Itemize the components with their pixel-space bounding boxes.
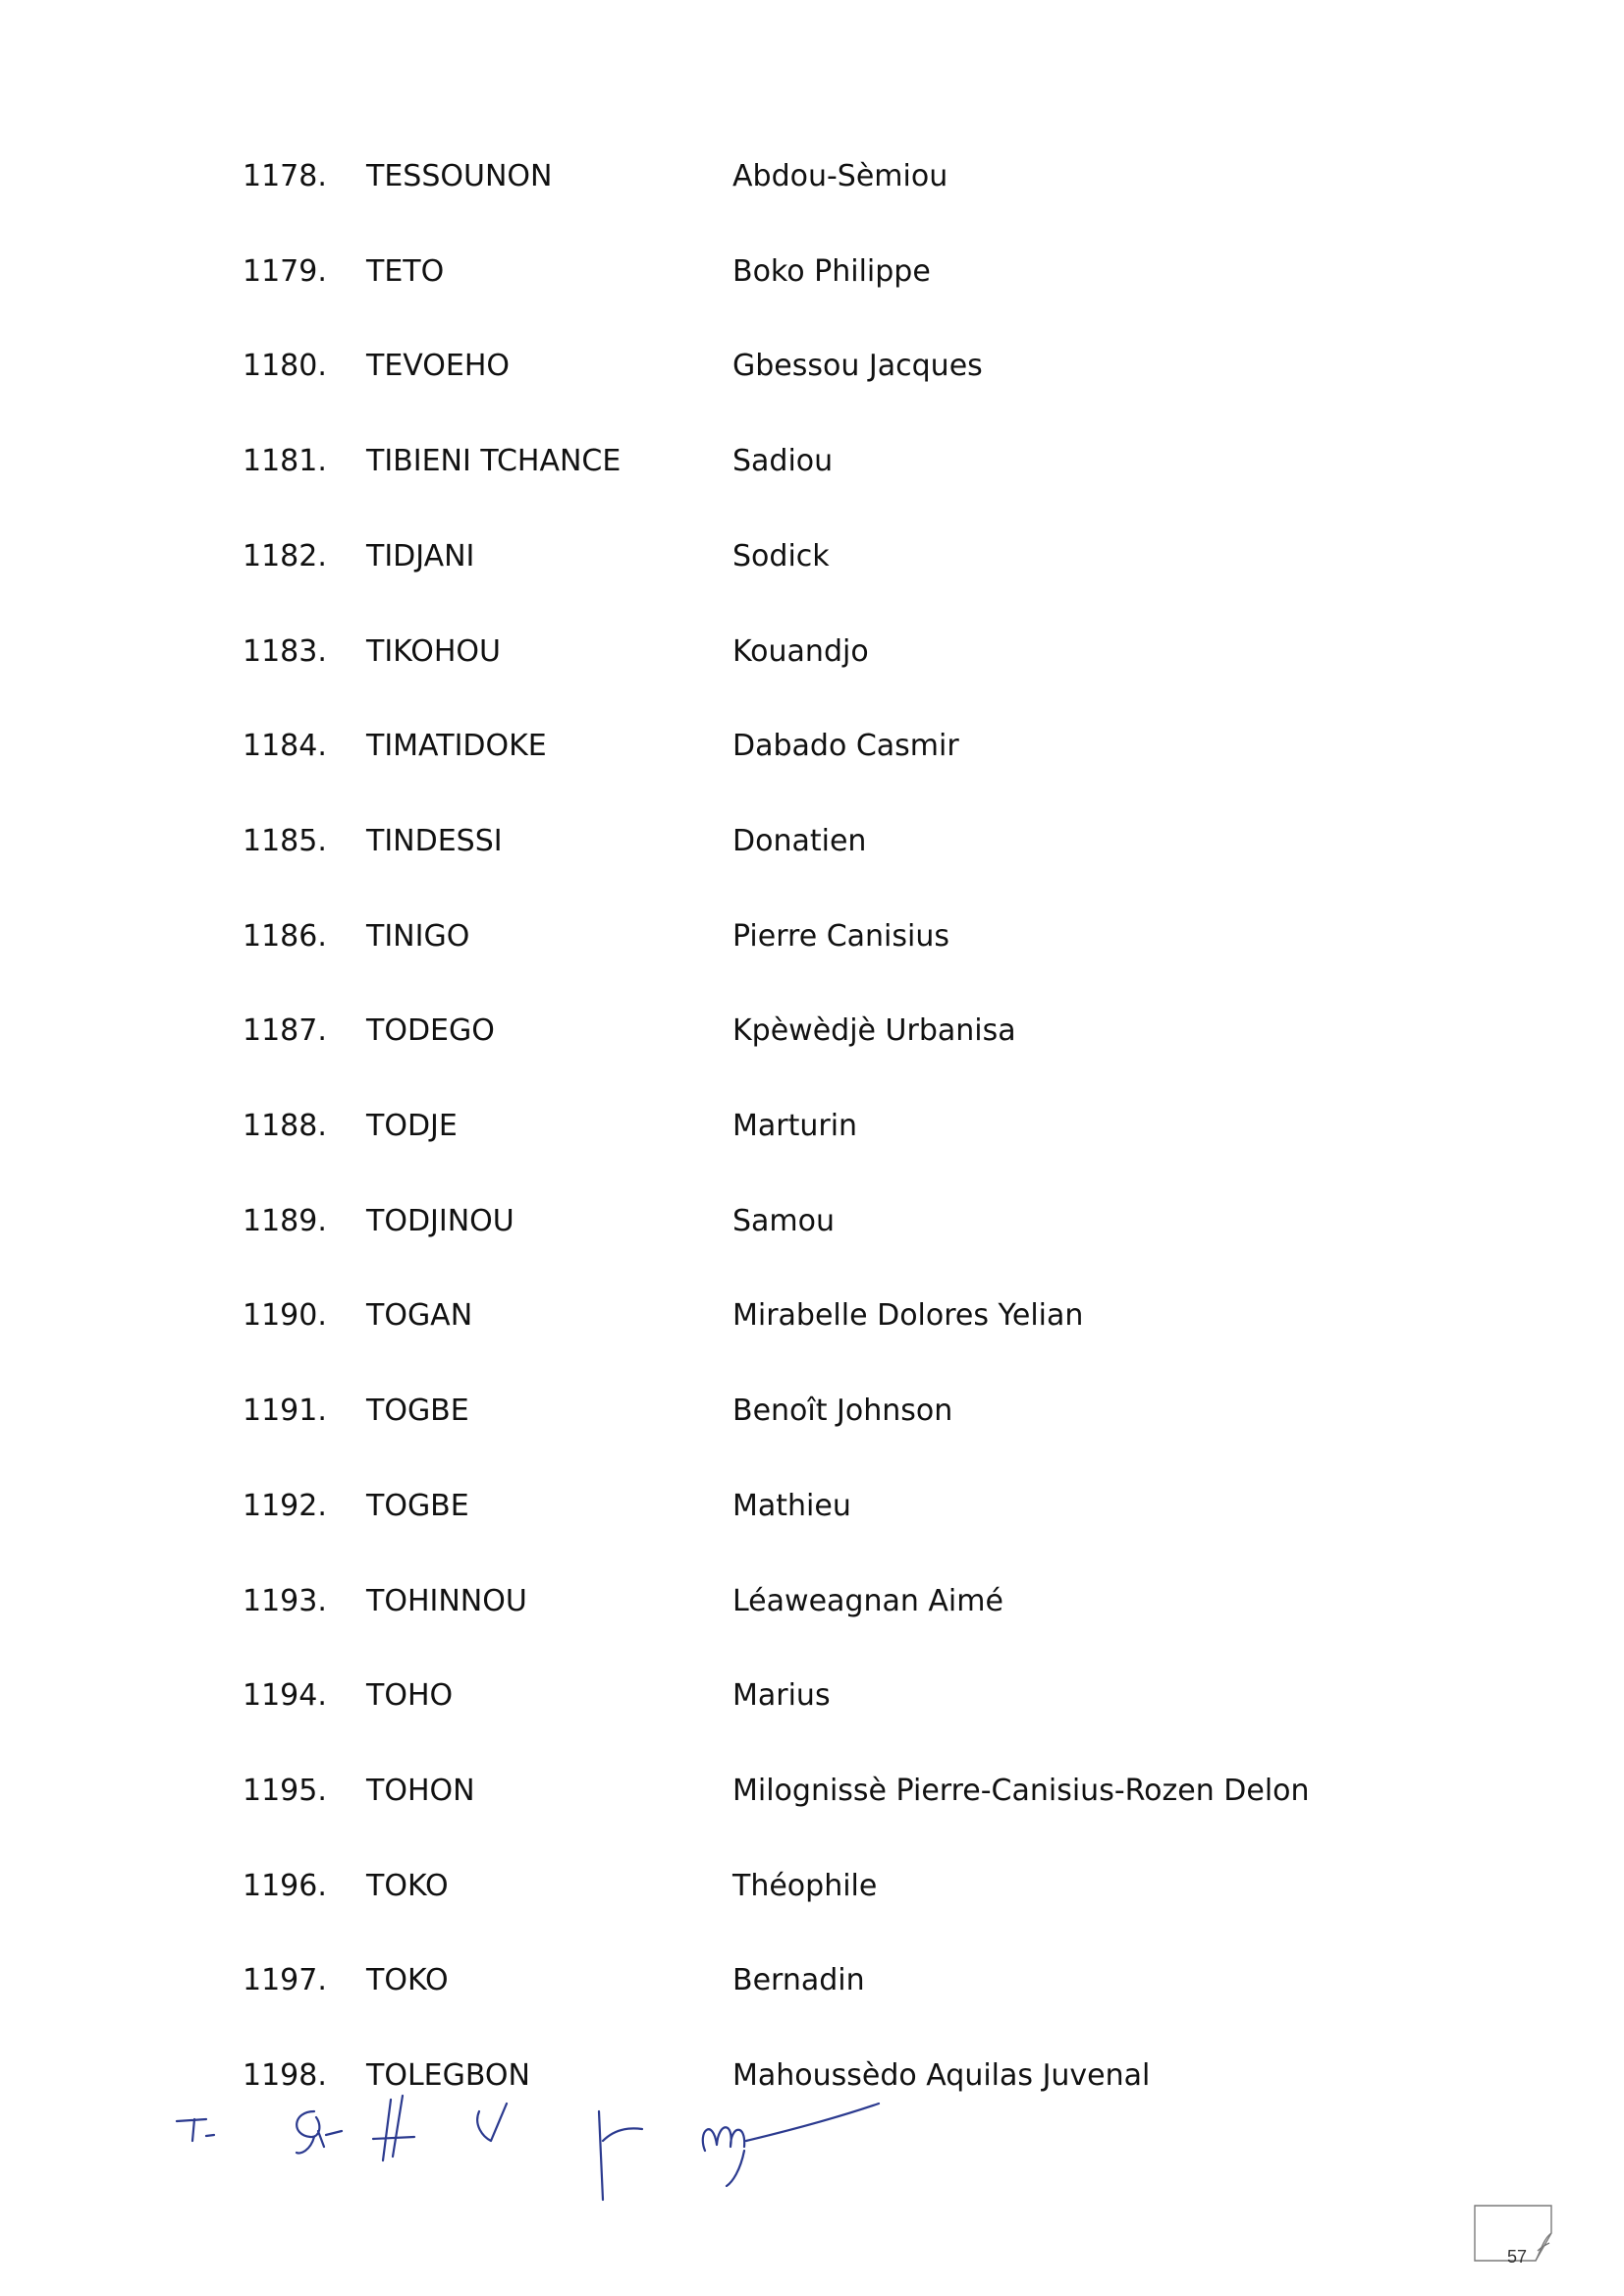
entry-surname: TESSOUNON	[366, 159, 553, 193]
entry-given-names: Dabado Casmir	[732, 729, 959, 763]
initial-mark-1	[177, 2119, 214, 2141]
entry-number: 1196.	[243, 1869, 327, 1903]
entry-surname: TODEGO	[366, 1013, 495, 1048]
list-item	[0, 1487, 1624, 1526]
entry-given-names: Sodick	[732, 539, 830, 574]
entry-surname: TOKO	[366, 1869, 449, 1903]
entry-number: 1191.	[243, 1394, 327, 1428]
entry-surname: TETO	[366, 254, 445, 289]
list-item	[0, 1011, 1624, 1051]
entry-surname: TIMATIDOKE	[366, 729, 547, 763]
entry-number: 1193.	[243, 1584, 327, 1618]
entry-number: 1190.	[243, 1298, 327, 1333]
list-item	[0, 917, 1624, 957]
entry-given-names: Kouandjo	[732, 634, 869, 669]
entry-given-names: Sadiou	[732, 444, 834, 478]
list-item	[0, 252, 1624, 292]
list-item	[0, 822, 1624, 861]
entry-number: 1182.	[243, 539, 327, 574]
entry-surname: TOGAN	[366, 1298, 473, 1333]
entry-number: 1197.	[243, 1963, 327, 1997]
entry-number: 1187.	[243, 1013, 327, 1048]
entry-surname: TOHO	[366, 1678, 454, 1713]
entry-number: 1179.	[243, 254, 327, 289]
entry-surname: TOLEGBON	[366, 2058, 530, 2093]
entry-number: 1195.	[243, 1774, 327, 1808]
entry-number: 1184.	[243, 729, 327, 763]
entry-number: 1181.	[243, 444, 327, 478]
entry-number: 1183.	[243, 634, 327, 669]
entry-number: 1189.	[243, 1204, 327, 1238]
entry-given-names: Benoît Johnson	[732, 1394, 953, 1428]
entry-number: 1188.	[243, 1109, 327, 1143]
initial-mark-4	[477, 2104, 507, 2141]
initial-mark-5	[599, 2111, 642, 2200]
entry-given-names: Boko Philippe	[732, 254, 931, 289]
entry-given-names: Marius	[732, 1678, 831, 1713]
list-item	[0, 1202, 1624, 1241]
entry-number: 1185.	[243, 824, 327, 858]
entry-given-names: Bernadin	[732, 1963, 865, 1997]
entry-given-names: Abdou-Sèmiou	[732, 159, 948, 193]
entry-number: 1194.	[243, 1678, 327, 1713]
list-item	[0, 2056, 1624, 2096]
entry-given-names: Pierre Canisius	[732, 919, 949, 954]
entry-number: 1198.	[243, 2058, 327, 2093]
initial-mark-2	[297, 2111, 342, 2153]
entry-given-names: Samou	[732, 1204, 836, 1238]
entry-number: 1186.	[243, 919, 327, 954]
entry-surname: TOGBE	[366, 1394, 469, 1428]
entry-surname: TOKO	[366, 1963, 449, 1997]
entry-surname: TEVOEHO	[366, 349, 511, 383]
entry-surname: TINDESSI	[366, 824, 503, 858]
entry-given-names: Donatien	[732, 824, 867, 858]
entry-surname: TIBIENI TCHANCE	[366, 444, 622, 478]
list-item	[0, 347, 1624, 386]
entry-given-names: Mirabelle Dolores Yelian	[732, 1298, 1084, 1333]
list-item	[0, 537, 1624, 576]
list-item	[0, 1107, 1624, 1146]
list-item	[0, 1772, 1624, 1811]
entry-surname: TIDJANI	[366, 539, 475, 574]
entry-given-names: Gbessou Jacques	[732, 349, 983, 383]
entry-surname: TINIGO	[366, 919, 470, 954]
list-item	[0, 442, 1624, 481]
list-item	[0, 1296, 1624, 1336]
entry-number: 1192.	[243, 1489, 327, 1523]
list-item	[0, 1582, 1624, 1621]
list-item	[0, 1676, 1624, 1716]
entry-given-names: Mahoussèdo Aquilas Juvenal	[732, 2058, 1151, 2093]
entry-given-names: Milognissè Pierre-Canisius-Rozen Delon	[732, 1774, 1310, 1808]
entry-surname: TOGBE	[366, 1489, 469, 1523]
entry-given-names: Marturin	[732, 1109, 858, 1143]
entry-surname: TIKOHOU	[366, 634, 501, 669]
entry-given-names: Kpèwèdjè Urbanisa	[732, 1013, 1016, 1048]
entry-given-names: Mathieu	[732, 1489, 851, 1523]
handwritten-initials	[167, 2092, 913, 2229]
list-item	[0, 157, 1624, 196]
entry-surname: TODJE	[366, 1109, 458, 1143]
entry-surname: TOHON	[366, 1774, 475, 1808]
initial-mark-6	[703, 2104, 879, 2186]
list-item	[0, 1867, 1624, 1906]
entry-number: 1178.	[243, 159, 327, 193]
list-item	[0, 1961, 1624, 2000]
entry-number: 1180.	[243, 349, 327, 383]
list-item	[0, 727, 1624, 766]
entry-surname: TODJINOU	[366, 1204, 514, 1238]
page-number: 57	[1506, 2247, 1528, 2267]
initial-mark-3	[373, 2096, 414, 2160]
entry-surname: TOHINNOU	[366, 1584, 527, 1618]
list-item	[0, 1392, 1624, 1431]
entry-given-names: Théophile	[732, 1869, 878, 1903]
entry-given-names: Léaweagnan Aimé	[732, 1584, 1003, 1618]
list-item	[0, 632, 1624, 672]
